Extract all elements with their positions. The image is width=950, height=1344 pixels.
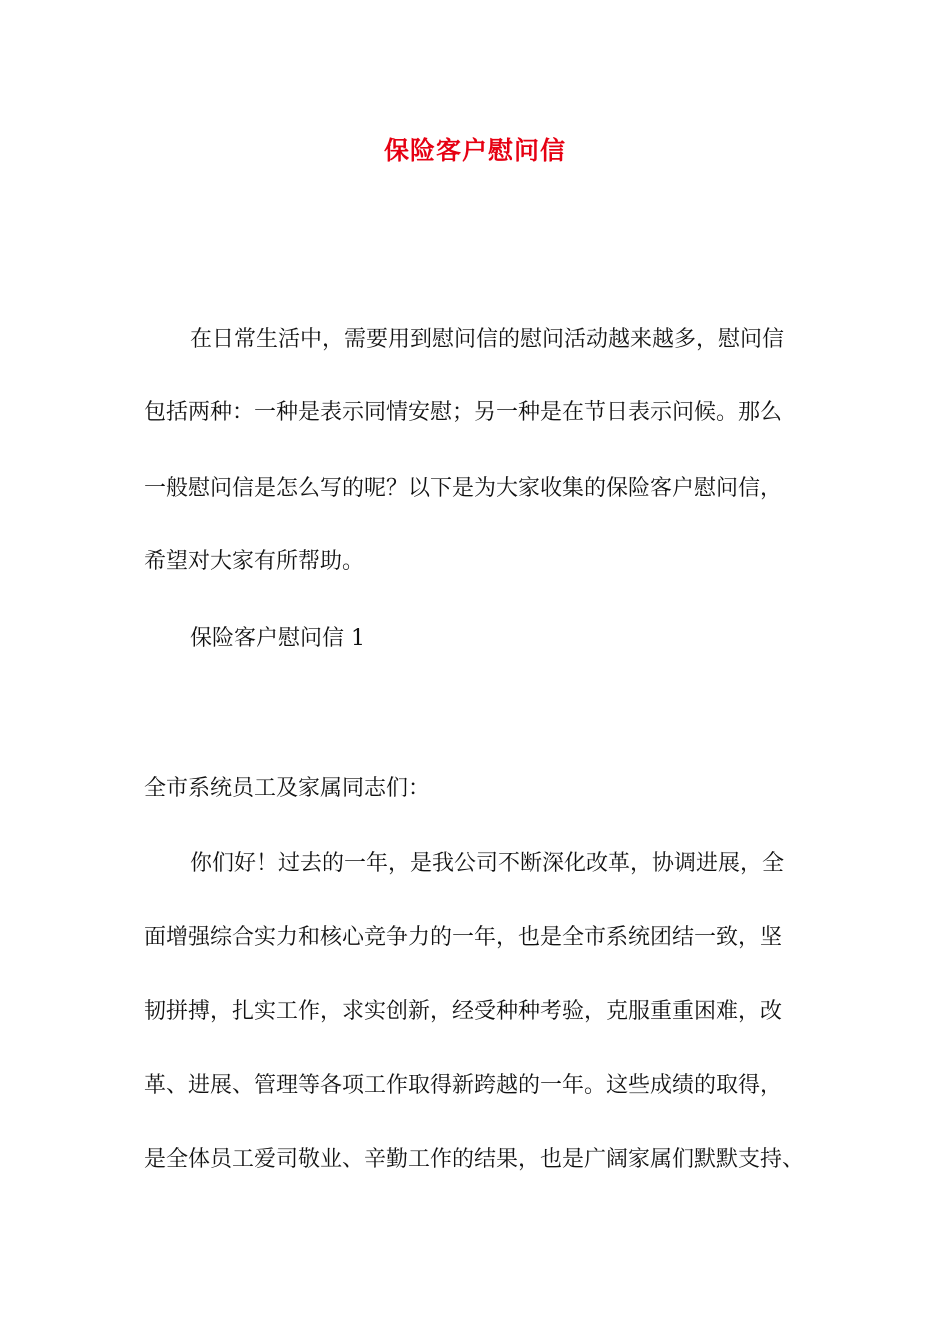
- paragraph-line: 在日常生活中，需要用到慰问信的慰问活动越来越多，慰问信: [190, 327, 785, 352]
- paragraph-line: 希望对大家有所帮助。: [144, 549, 365, 574]
- salutation-line: 全市系统员工及家属同志们：: [144, 776, 431, 801]
- paragraph-line: 一般慰问信是怎么写的呢？以下是为大家收集的保险客户慰问信，: [144, 476, 783, 501]
- paragraph-line: 你们好！过去的一年，是我公司不断深化改革，协调进展，全: [190, 851, 785, 876]
- paragraph-line: 韧拼搏，扎实工作，求实创新，经受种种考验，克服重重困难，改: [144, 999, 783, 1024]
- section-heading: 保险客户慰问信 1: [190, 626, 365, 651]
- paragraph-line: 面增强综合实力和核心竞争力的一年，也是全市系统团结一致，坚: [144, 925, 783, 950]
- document-title: 保险客户慰问信: [383, 136, 566, 165]
- paragraph-line: 革、进展、管理等各项工作取得新跨越的一年。这些成绩的取得，: [144, 1073, 783, 1098]
- paragraph-line: 包括两种：一种是表示同情安慰；另一种是在节日表示问候。那么: [144, 400, 783, 425]
- paragraph-line: 是全体员工爱司敬业、辛勤工作的结果，也是广阔家属们默默支持、: [144, 1147, 805, 1172]
